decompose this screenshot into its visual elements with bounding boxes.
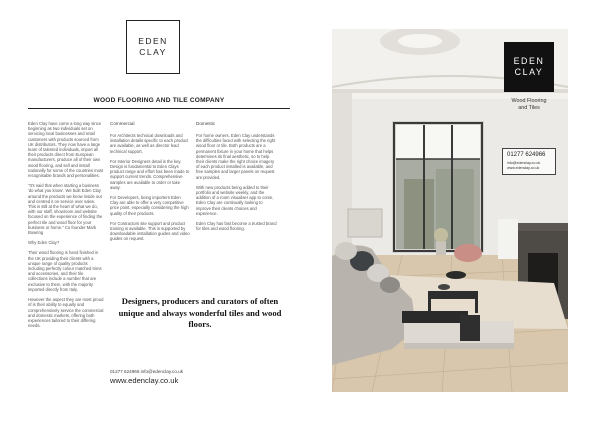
eden-clay-logo bbox=[126, 20, 180, 74]
commercial-paragraph: For Interior Designers detail is the key. Design is fundamental to Eden Clays product range and effort has been made to support current trends. Comprehensive samples are available to order or take away. bbox=[110, 158, 190, 190]
brand-line2: CLAY bbox=[514, 67, 544, 77]
domestic-paragraph: Eden Clay has fast become a trusted brand for tiles and wood flooring. bbox=[196, 221, 277, 232]
contact-email[interactable]: info@edenclay.co.uk bbox=[507, 161, 541, 165]
commercial-paragraph: For Developers, being importers Eden Clay are able to offer a very competitive price point, especially considering the high quality of their products. bbox=[110, 195, 189, 216]
intro-quote: "It's said that when starting a business 'do what you know'. We built Eden Clay around the products we know inside out and centred it on service over sales. This is still at the heart of what we do, with our staff, showroom and website focused on the experience of finding the perfect tile and wood floor for your business or home." Co founder Mark Bowring bbox=[28, 183, 103, 236]
contact-box bbox=[502, 148, 556, 175]
brand-logo-box bbox=[504, 42, 554, 92]
why-heading: Why Eden Clay? bbox=[28, 240, 60, 246]
brand-subtitle-line1: Wood Flooring bbox=[511, 98, 547, 104]
intro-paragraph: Eden Clay have come a long way since beginning as two individuals set on servicing local businesses and retail customers with products sourced from UK distributors. They now have a large team of talented individuals, import all their products direct from European manufacturers, produce all of their own wood flooring, and sell and install nationally for some of the countries most recognisable brands and personalities. bbox=[28, 121, 104, 179]
logo-line1: EDEN bbox=[138, 36, 168, 46]
domestic-paragraph: For home owners, Eden Clay understands the difficulties faced with selecting the right wood floor or tile. Both products are a permanent fixture in your home that helps determines its final aesthetic, so to help their clients make the right choice imagery of each product installed is available, and free samples and larger panels on request are provided. bbox=[196, 133, 276, 180]
brand-subtitle-line2: and Tiles bbox=[518, 104, 540, 111]
contact-line: 01277 624966 info@edenclay.co.uk bbox=[110, 369, 184, 374]
domestic-heading: Domestic bbox=[196, 121, 216, 126]
brand-subtitle bbox=[498, 98, 560, 111]
commercial-heading: Commercial bbox=[110, 121, 135, 126]
page-heading: WOOD FLOORING AND TILE COMPANY bbox=[93, 97, 225, 104]
commercial-column bbox=[110, 133, 190, 247]
tagline: Designers, producers and curators of often unique and always wonderful tiles and wood floors. bbox=[118, 296, 282, 329]
commercial-paragraph: For Architects technical downloads and installation details specific to each product are available, as well as director lead technical support. bbox=[110, 133, 189, 154]
contact-phone: 01277 624966 bbox=[507, 152, 546, 158]
intro-paragraph: However the aspect they are most proud of is their ability to equally and comprehensively service the commercial and domestic markets, offering both experiences tailored to their differing needs. bbox=[28, 297, 104, 329]
contact-web[interactable]: www.edenclay.co.uk bbox=[507, 166, 540, 170]
heading-rule bbox=[28, 108, 290, 109]
intro-column bbox=[28, 121, 104, 333]
logo-line2: CLAY bbox=[139, 47, 167, 57]
domestic-column bbox=[196, 133, 278, 236]
brand-line1: EDEN bbox=[513, 56, 545, 66]
intro-paragraph: Their wood flooring is hand finished in the UK providing their clients with a unique range of quality products including perfectly colour matched trims and accessories, and their tile collections include a number that are exclusive to them, with the majority imported directly from Italy. bbox=[28, 250, 102, 292]
website-link[interactable]: www.edenclay.co.uk bbox=[110, 376, 179, 385]
domestic-paragraph: With new products being added to their portfolio and website weekly, and the addition of a room visualiser app to come, Eden Clay are continually looking to improve their clients choices and experience. bbox=[196, 184, 274, 216]
commercial-paragraph: For Contractors site support and product training is available. This is supported by downloadable installation guides and video guides on request. bbox=[110, 220, 190, 242]
